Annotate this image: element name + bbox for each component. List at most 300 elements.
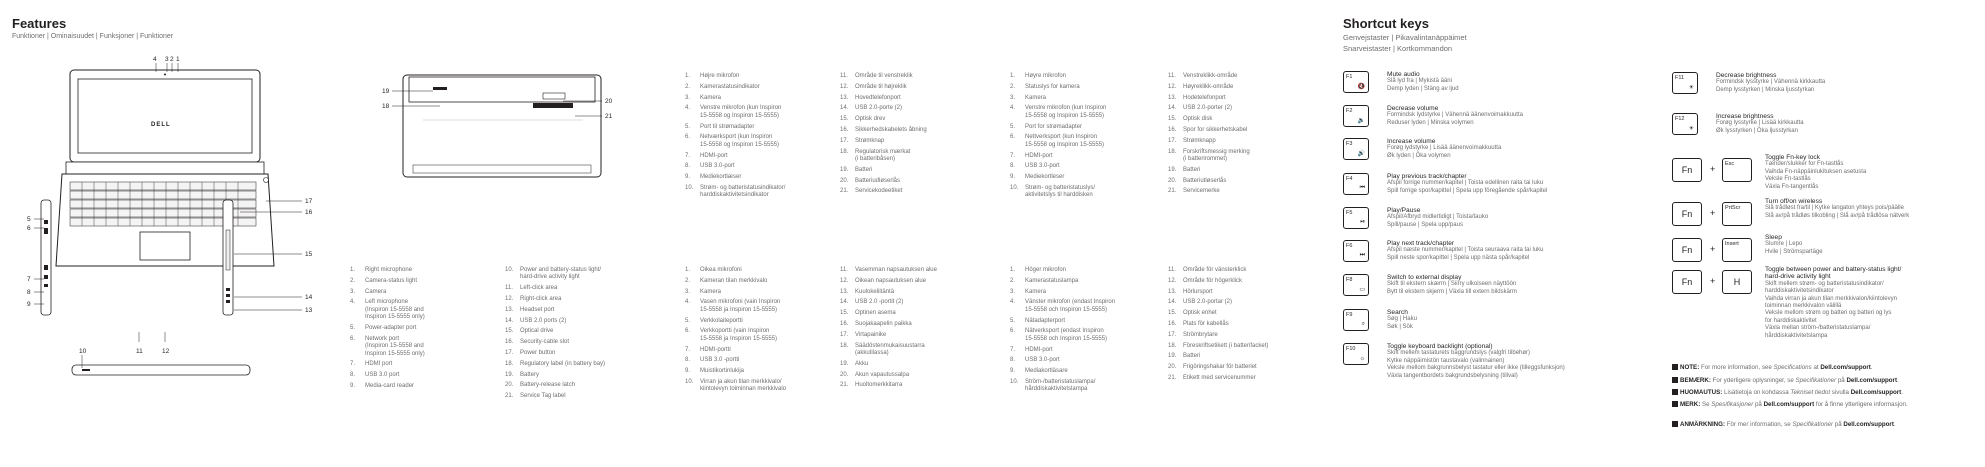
- list-item-label: USB 3.0-port: [1025, 357, 1060, 364]
- feature-list: [1010, 73, 1106, 203]
- combo-key-prtscr: [1722, 202, 1752, 226]
- list-item: [505, 361, 605, 368]
- list-item-label: Servicekodeetiket: [855, 188, 903, 195]
- shortcut-translations: Søg | Haku Søk | Sök: [1387, 316, 1417, 330]
- list-item: [840, 178, 927, 185]
- list-item: [840, 372, 937, 379]
- brightness-icon: ☀: [1688, 126, 1694, 132]
- note-text: .: [1870, 364, 1873, 371]
- list-item: [1010, 368, 1115, 375]
- note-icon: [1672, 364, 1678, 370]
- list-item: [505, 296, 605, 303]
- list-item: [1010, 95, 1106, 102]
- shortcut-title: Switch to external display: [1387, 274, 1462, 281]
- shortcut-translations: Tænder/slukker for Fn-tastlås Vaihda Fn-näppäinlukituksen asetusta Veksle Fn-tastlås Växla Fn-tangentlås: [1765, 161, 1867, 190]
- support-link[interactable]: Dell.com/support: [1846, 377, 1898, 384]
- list-item: [685, 328, 786, 343]
- list-item-number: 6.: [685, 328, 691, 335]
- list-item-number: 18.: [1168, 342, 1177, 349]
- shortcut-translations: Forøg lydstyrke | Lisää äänenvoimakkuutta Øk lyden | Öka volymen: [1387, 145, 1502, 159]
- list-item-label: Battery: [520, 371, 540, 378]
- shortcut-translations: Afspil forrige nummer/kapitel | Toista edellinen raita tai luku Spill forrige spor/kapittel | Spela upp föregående spår/kapitel: [1387, 180, 1548, 194]
- list-item-number: 17.: [505, 349, 514, 356]
- list-item-label: USB 3.0-port: [700, 163, 735, 170]
- brightness-icon: ☀: [1688, 85, 1694, 91]
- shortcut-description: [1387, 274, 1517, 296]
- list-item-label: Venstre mikrofon (kun Inspiron 15-5558 og Inspiron 15-5555): [1025, 105, 1107, 119]
- note-text: For yderligere oplysninger, se: [1712, 377, 1796, 384]
- shortcut-description: [1387, 138, 1501, 160]
- list-item-label: Camera-status light: [365, 277, 418, 284]
- list-item: [840, 116, 927, 123]
- list-item-number: 21.: [1168, 374, 1177, 381]
- function-key-f3: [1343, 138, 1369, 160]
- list-item: [840, 382, 937, 389]
- list-item-number: 15.: [1168, 116, 1177, 123]
- list-item-number: 18.: [1168, 148, 1177, 155]
- list-item-label: Kamerastatuslampa: [1025, 277, 1079, 284]
- fn-key: Fn: [1672, 238, 1702, 262]
- list-item-label: Hovedtelefonport: [855, 94, 901, 101]
- list-item-number: 20.: [1168, 364, 1177, 371]
- callout-6: 6: [27, 225, 31, 232]
- shortcut-title: Search: [1387, 309, 1408, 316]
- list-item-label: USB 2.0 -portit (2): [855, 299, 904, 306]
- list-item-label: Network port (Inspiron 15-5558 and Inspiron 15-5555 only): [365, 335, 425, 357]
- list-item-number: 14.: [840, 105, 849, 112]
- list-item: [505, 285, 605, 292]
- note-reference: Specifikationer: [1795, 377, 1837, 384]
- list-item: [1010, 105, 1106, 120]
- shortcut-subtitle-2: Snarveistaster | Kortkommandon: [1343, 44, 1453, 53]
- key-label: Insert: [1725, 241, 1739, 247]
- list-item: [1010, 267, 1115, 274]
- list-item-label: Port for strømadapter: [1025, 123, 1083, 130]
- list-item-label: Område til højreklik: [855, 83, 907, 90]
- list-item-label: Huoltomerkkitarra: [855, 382, 903, 389]
- list-item-label: Regulatory label (in battery bay): [520, 360, 606, 367]
- list-item-label: Säädöstenmukaisuustarra (akkutilassa): [855, 342, 925, 356]
- list-item-number: 20.: [505, 382, 514, 389]
- list-item-label: Mediekortlæser: [700, 174, 742, 181]
- shortcut-title: Decrease volume: [1387, 105, 1439, 112]
- note-text: .: [1893, 421, 1896, 428]
- function-key-f1: [1343, 71, 1369, 93]
- list-item-number: 1.: [350, 267, 356, 273]
- support-link[interactable]: Dell.com/support: [1843, 421, 1894, 428]
- features-title: Features: [12, 16, 67, 31]
- list-item-number: 6.: [1010, 328, 1016, 335]
- list-item-label: Strömbrytare: [1183, 331, 1218, 338]
- list-item: [685, 105, 785, 120]
- list-item: [505, 307, 605, 314]
- note-icon: [1672, 389, 1678, 395]
- support-link[interactable]: Dell.com/support: [1763, 401, 1815, 408]
- shortcut-translations: Afspil næste nummer/kapitel | Toista seuraava raita tai luku Spill neste spor/kapittel | Spela upp nästa spår/kapitel: [1387, 247, 1544, 261]
- list-item: [1168, 188, 1250, 195]
- shortcut-subtitle-1: Genvejstaster | Pikavalintanäppäimet: [1343, 33, 1467, 42]
- list-item: [1010, 153, 1106, 160]
- note-text: .: [1897, 377, 1899, 384]
- list-item: [505, 318, 605, 325]
- list-item-label: Mediakortläsare: [1025, 368, 1068, 375]
- list-item-number: 12.: [840, 83, 849, 90]
- shortcut-translations: Formindsk lysstyrke | Vähennä kirkkautta Demp lysstyrken | Minska ljusstyrkan: [1716, 79, 1826, 93]
- list-item-number: 21.: [1168, 188, 1177, 195]
- list-item-label: Kamera: [1025, 94, 1047, 101]
- key-label: F2: [1346, 108, 1353, 114]
- list-item-label: USB 2.0-porter (2): [1183, 105, 1233, 112]
- key-symbol-icon: ☼: [1359, 356, 1365, 362]
- list-item-number: 8.: [1010, 163, 1016, 170]
- plus-sign: +: [1710, 276, 1716, 286]
- fn-key: Fn: [1672, 270, 1702, 294]
- list-item-number: 8.: [350, 372, 356, 379]
- list-item-label: Power-adapter port: [365, 325, 417, 331]
- feature-list: [505, 267, 605, 404]
- list-item-number: 20.: [840, 177, 849, 184]
- shortcut-title: Turn off/on wireless: [1765, 198, 1823, 205]
- list-item: [1010, 379, 1115, 394]
- note-text: Se: [1702, 401, 1712, 408]
- list-item-label: Forskriftsmessig merking (i batterirommet): [1183, 148, 1250, 162]
- key-label: PrtScr: [1725, 205, 1741, 211]
- list-item-label: Batteriudløserlås: [855, 177, 901, 184]
- key-label: F1: [1346, 74, 1353, 80]
- list-item-label: HDMI-port: [1025, 346, 1053, 353]
- list-item: [840, 289, 937, 296]
- list-item-number: 5.: [1010, 123, 1016, 130]
- list-item-number: 6.: [1010, 134, 1016, 141]
- list-item-label: Netværksport (kun Inspiron 15-5558 og Inspiron 15-5555): [700, 134, 780, 148]
- key-label: F9: [1346, 312, 1353, 318]
- list-item-label: USB 3.0 port: [365, 372, 400, 379]
- list-item-number: 20.: [1168, 177, 1177, 184]
- note-text: .: [1901, 389, 1903, 396]
- list-item: [685, 357, 786, 364]
- list-item: [685, 318, 786, 325]
- key-label: F4: [1346, 176, 1353, 182]
- list-item-label: Virtapainike: [855, 331, 887, 338]
- list-item: [505, 339, 605, 346]
- list-item-number: 18.: [840, 148, 849, 155]
- list-item-label: HDMI-port: [1025, 152, 1053, 159]
- list-item-label: Left-click area: [520, 285, 558, 292]
- list-item-number: 5.: [1010, 317, 1016, 324]
- list-item-number: 1.: [685, 73, 691, 79]
- list-item-number: 8.: [1010, 357, 1016, 364]
- list-item-label: Kamerastatusindikator: [700, 83, 760, 90]
- list-item: [840, 310, 937, 317]
- shortcut-title: Increase brightness: [1716, 113, 1774, 120]
- callout-19: 19: [382, 88, 390, 95]
- list-item-number: 7.: [685, 152, 691, 159]
- key-symbol-icon: 🔊: [1357, 151, 1365, 157]
- list-item: [840, 138, 927, 145]
- list-item: [685, 347, 786, 354]
- list-item-number: 10.: [1010, 184, 1019, 191]
- list-item-number: 10.: [685, 184, 694, 191]
- list-item-label: USB 3.0 -portti: [700, 357, 740, 364]
- key-label: F6: [1346, 243, 1353, 249]
- list-item-label: Vasemman napsautuksen alue: [855, 267, 937, 273]
- list-item: [1168, 364, 1268, 371]
- plus-sign: +: [1710, 164, 1716, 174]
- list-item-label: Kamera: [700, 94, 722, 101]
- note-text: på: [1753, 401, 1764, 408]
- list-item-label: Nettverksport (kun Inspiron 15-5558 og Inspiron 15-5555): [1025, 134, 1105, 148]
- list-item: [1010, 124, 1106, 131]
- list-item: [1010, 347, 1115, 354]
- shortcut-translations: Forøg lysstyrke | Lisää kirkkautta Øk lysstyrken | Öka ljusstyrkan: [1716, 120, 1804, 134]
- list-item-number: 19.: [1168, 166, 1177, 173]
- support-link[interactable]: Dell.com/support: [1850, 389, 1902, 396]
- callout-8: 8: [27, 289, 31, 296]
- list-item: [685, 124, 785, 131]
- list-item-label: Servicemerke: [1183, 188, 1220, 195]
- callout-20: 20: [605, 98, 613, 105]
- list-item: [350, 383, 425, 390]
- list-item-label: Left microphone (Inspiron 15-5558 and Inspiron 15-5555 only): [365, 299, 425, 321]
- list-item-label: Regulatorisk mærkat (i batteribåsen): [855, 148, 911, 162]
- list-item-label: Område för vänsterklick: [1183, 267, 1247, 273]
- shortcut-description: [1387, 240, 1544, 262]
- list-item: [1010, 328, 1115, 343]
- list-item-label: Optinen asema: [855, 310, 896, 317]
- shortcut-translations: Skift mellem tastaturets baggrundslys (valgfri tilbehør) Kytke näppäimistön taustavalo (valinnainen) Veksle mellom bakgrunnsbelyst tastatur eller ikke (tilleggsfunksjon) Växla tangentbordets bakgrundsbelysning (tillval): [1387, 350, 1565, 379]
- list-item: [1168, 178, 1250, 185]
- list-item-number: 14.: [505, 317, 514, 324]
- list-item-label: Virran ja akun tilan merkkivalo/ kiintolevyn toiminnan merkkivalo: [700, 378, 787, 393]
- list-item: [1010, 185, 1106, 200]
- combo-key-esc: [1722, 158, 1752, 182]
- list-item: [1168, 167, 1250, 174]
- list-item-label: Hörlursport: [1183, 288, 1213, 295]
- support-link[interactable]: Dell.com/support: [1820, 364, 1871, 371]
- note-label: BEMÆRK:: [1680, 377, 1713, 384]
- list-item: [1168, 84, 1250, 91]
- list-item-label: Statuslys for kamera: [1025, 83, 1080, 90]
- shortcut-title: Toggle between power and battery-status light/ hard-drive activity light: [1765, 266, 1902, 281]
- list-item-number: 2.: [685, 277, 691, 284]
- list-item: [1010, 278, 1115, 285]
- shortcut-translations: Slå lyd fra | Mykistä ääni Demp lyden | Stäng av ljud: [1387, 78, 1459, 92]
- callout-15: 15: [305, 251, 313, 258]
- shortcut-description: [1765, 198, 1909, 220]
- list-item-number: 16.: [840, 320, 849, 327]
- function-key-f10: [1343, 343, 1369, 365]
- note-text: Lisätietoja on kohdassa: [1724, 389, 1791, 396]
- key-symbol-icon: 🔉: [1357, 118, 1365, 124]
- callout-12: 12: [162, 348, 170, 355]
- list-item: [685, 73, 785, 80]
- list-item-label: Battery-release latch: [520, 382, 576, 389]
- list-item: [350, 361, 425, 368]
- list-item-label: Power button: [520, 349, 556, 356]
- list-item: [350, 299, 425, 321]
- shortcut-title: Play previous track/chapter: [1387, 173, 1467, 180]
- list-item-label: Batteriutløserlås: [1183, 177, 1227, 184]
- list-item-number: 11.: [840, 73, 848, 79]
- list-item-number: 16.: [1168, 126, 1177, 133]
- list-item-number: 15.: [840, 310, 849, 317]
- list-item-label: Batteri: [855, 166, 873, 173]
- list-item-number: 11.: [840, 267, 848, 273]
- list-item-label: Hodetelefonport: [1183, 94, 1226, 101]
- list-item: [1010, 318, 1115, 325]
- shortcut-description: [1387, 71, 1459, 93]
- list-item-number: 9.: [685, 368, 691, 375]
- list-item-number: 19.: [505, 371, 514, 378]
- list-item-number: 10.: [1010, 378, 1019, 385]
- function-key-f12: [1672, 113, 1698, 135]
- list-item-label: Optical drive: [520, 328, 554, 335]
- list-item-number: 5.: [685, 123, 691, 130]
- function-key-f8: [1343, 274, 1369, 296]
- list-item-label: USB 2.0-porte (2): [855, 105, 903, 112]
- list-item-number: 13.: [505, 306, 514, 313]
- list-item: [840, 188, 927, 195]
- note-reference: Specifikationer: [1792, 421, 1834, 428]
- shortcut-description: [1387, 105, 1523, 127]
- list-item-number: 4.: [685, 105, 691, 112]
- list-item-label: Plats för kabellås: [1183, 320, 1229, 327]
- shortcut-description: [1387, 173, 1547, 195]
- callout-3: 3: [165, 56, 169, 63]
- list-item-number: 18.: [505, 360, 514, 367]
- note-text: at: [1811, 364, 1821, 371]
- note-label: MERK:: [1680, 401, 1702, 408]
- shortcut-description: [1387, 207, 1488, 229]
- list-item-label: Verkkolaiteportti: [700, 317, 743, 324]
- callout-10: 10: [79, 348, 87, 355]
- list-item-number: 12.: [505, 296, 514, 302]
- list-item: [1010, 289, 1115, 296]
- note-text: på: [1836, 377, 1847, 384]
- list-item-number: 19.: [840, 360, 849, 367]
- list-item-number: 11.: [505, 285, 513, 292]
- key-label: F10: [1346, 346, 1356, 352]
- key-label: F12: [1675, 116, 1685, 122]
- list-item-label: Suojakaapelin paikka: [855, 320, 912, 327]
- list-item: [505, 372, 605, 379]
- list-item: [685, 95, 785, 102]
- list-item: [1168, 267, 1268, 274]
- callout-13: 13: [305, 307, 313, 314]
- note-text: for å finne ytterligere informasjon.: [1814, 401, 1908, 408]
- feature-list: [1168, 73, 1250, 199]
- list-item-number: 9.: [1010, 368, 1016, 375]
- list-item-number: 21.: [840, 188, 849, 195]
- list-item-label: HDMI-portti: [700, 346, 731, 353]
- callout-14: 14: [305, 294, 313, 301]
- list-item-number: 11.: [1168, 267, 1176, 273]
- list-item-number: 14.: [1168, 299, 1177, 306]
- list-item: [840, 343, 937, 358]
- list-item-label: Headset port: [520, 306, 555, 313]
- feature-list: [685, 73, 785, 203]
- list-item-label: Batteri: [1183, 353, 1201, 360]
- list-item-label: Oikea mikrofoni: [700, 267, 742, 273]
- list-item-label: Mediekortleser: [1025, 174, 1065, 181]
- list-item-label: Kuulokeliitäntä: [855, 288, 895, 295]
- list-item: [840, 95, 927, 102]
- list-item: [685, 278, 786, 285]
- dell-logo: DELL: [151, 122, 171, 128]
- list-item-label: Høyre mikrofon: [1025, 73, 1067, 79]
- list-item-number: 16.: [505, 339, 514, 346]
- list-item: [685, 299, 786, 314]
- list-item-label: Strømknapp: [1183, 137, 1216, 144]
- callout-7: 7: [27, 276, 31, 283]
- list-item-label: HDMI port: [365, 361, 393, 368]
- list-item-label: Optisk drev: [855, 116, 886, 123]
- key-label: F5: [1346, 210, 1353, 216]
- shortcut-description: [1765, 266, 1901, 340]
- list-item-label: Område til venstreklik: [855, 73, 913, 79]
- note-label: ANMÄRKNING:: [1680, 421, 1727, 428]
- list-item: [350, 267, 425, 274]
- list-item-number: 7.: [685, 346, 691, 353]
- list-item-number: 2.: [1010, 277, 1016, 284]
- note-text: For more information, see: [1700, 364, 1774, 371]
- list-item-label: Ström-/batteristatuslampa/ hårddiskaktivitetslampa: [1025, 378, 1096, 393]
- list-item-number: 7.: [1010, 152, 1016, 159]
- callout-1: 1: [176, 56, 180, 63]
- shortcut-translations: Skift til ekstern skærm | Siirry ulkoiseen näyttöön Bytt til ekstern skjerm | Växla till extern bildskärm: [1387, 281, 1517, 295]
- list-item-label: Föreskriftsetikett (i batterifacket): [1183, 342, 1269, 349]
- list-item-number: 4.: [685, 299, 691, 306]
- shortcut-title: Toggle keyboard backlight (optional): [1387, 343, 1493, 350]
- list-item-label: Right microphone: [365, 267, 413, 273]
- function-key-f11: [1672, 72, 1698, 94]
- note: [1672, 364, 1912, 372]
- list-item: [685, 379, 786, 394]
- list-item: [350, 336, 425, 358]
- list-item: [685, 368, 786, 375]
- note-reference: Specifications: [1773, 364, 1812, 371]
- list-item: [1168, 353, 1268, 360]
- list-item-label: Optisk disk: [1183, 116, 1213, 123]
- shortcut-translations: Skift mellem strøm- og batteristatusindikator/ harddiskaktivitetsindikator Vaihda virran ja akun tilan merkkivalon/kiintolevyn toiminnan merkkivalon välillä Veksle mellom strøm og batteri og batteri og lys for harddiskaktivitet Växla mellan ström-/batteristatuslampa/ hårddiskaktivitetslampa: [1765, 280, 1897, 339]
- list-item: [685, 267, 786, 274]
- note-text: För mer information, se: [1726, 421, 1793, 428]
- note-icon: [1672, 401, 1678, 407]
- list-item-number: 3.: [685, 288, 691, 295]
- list-item-number: 17.: [1168, 331, 1177, 338]
- list-item-label: Strøm- og batteristatusindikator/ harddiskaktivitetsindikator: [700, 184, 786, 199]
- list-item-number: 3.: [350, 288, 356, 295]
- list-item-label: Frigöringshakar för batteriet: [1183, 364, 1257, 371]
- key-label: Esc: [1725, 161, 1735, 167]
- note-reference: Spesifikasjoner: [1711, 401, 1754, 408]
- note-reference: Tekniset tiedot: [1790, 389, 1831, 396]
- list-item-label: Muistikortinlukija: [700, 368, 745, 375]
- list-item: [685, 134, 785, 149]
- callout-17: 17: [305, 198, 313, 205]
- list-item: [1168, 95, 1250, 102]
- list-item: [350, 325, 425, 332]
- list-item-number: 6.: [350, 335, 356, 342]
- list-item-number: 1.: [1010, 267, 1016, 273]
- shortcut-title: Play next track/chapter: [1387, 240, 1455, 247]
- list-item: [840, 361, 937, 368]
- list-item-number: 13.: [1168, 288, 1177, 295]
- feature-list: [350, 267, 425, 394]
- shortcut-title: Increase volume: [1387, 138, 1436, 145]
- list-item-number: 16.: [840, 126, 849, 133]
- list-item: [840, 332, 937, 339]
